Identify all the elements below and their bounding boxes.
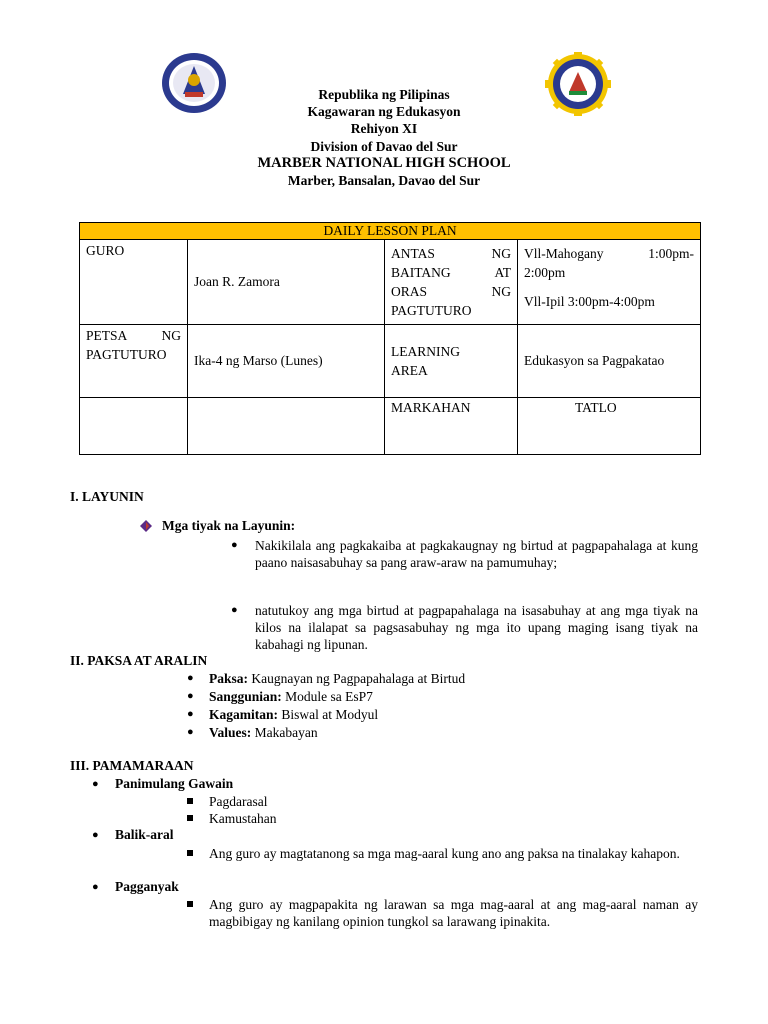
- bullet-dot-icon: ●: [187, 726, 194, 738]
- square-bullet-icon: [187, 798, 193, 804]
- header-line-republic: Republika ng Pilipinas: [318, 87, 450, 102]
- header-line-region: Rehiyon XI: [350, 121, 418, 137]
- bullet-dot-icon: ●: [231, 539, 238, 551]
- objective-item-2: natutukoy ang mga birtud at pagpapahalaga na isasabuhay at ang mga tiyak na kilos na ilalapat sa pagsasabuhay ng mga ito upang maging isang tiyak na kabahagi ng lipunan.: [255, 603, 698, 652]
- quarter-label: MARKAHAN: [385, 398, 518, 455]
- bullet-dot-icon: ●: [92, 778, 99, 790]
- prayer-item: Pagdarasal: [209, 794, 268, 809]
- bullet-dot-icon: ●: [187, 690, 194, 702]
- bullet-dot-icon: ●: [187, 672, 194, 684]
- empty-cell-1: [80, 398, 188, 455]
- learning-area-value: Edukasyon sa Pagpakatao: [518, 325, 701, 398]
- square-bullet-icon: [187, 901, 193, 907]
- bullet-dot-icon: ●: [187, 708, 194, 720]
- materials-item: Kagamitan: Biswal at Modyul: [209, 707, 379, 722]
- motivation-title: Pagganyak: [115, 879, 179, 894]
- teacher-name: Joan R. Zamora: [188, 240, 385, 325]
- grade-time-label: ANTAS NG BAITANG AT ORAS NG PAGTUTURO: [385, 240, 518, 325]
- bullet-dot-icon: ●: [92, 829, 99, 841]
- bullet-dot-icon: ●: [231, 604, 238, 616]
- header-line-address: Marber, Bansalan, Davao del Sur: [287, 173, 481, 189]
- schedule-cell: Vll-Mahogany 1:00pm- 2:00pm Vll-Ipil 3:00pm-4:00pm: [518, 240, 701, 325]
- greeting-item: Kamustahan: [209, 811, 277, 826]
- topic-item: Paksa: Kaugnayan ng Pagpapahalaga at Birtud: [209, 671, 466, 686]
- quarter-value: TATLO: [518, 398, 701, 455]
- square-bullet-icon: [187, 850, 193, 856]
- lesson-plan-table: [79, 222, 701, 455]
- intro-activity-title: Panimulang Gawain: [115, 776, 234, 791]
- objectives-subtitle: Mga tiyak na Layunin:: [162, 518, 296, 533]
- lesson-date: Ika-4 ng Marso (Lunes): [188, 325, 385, 398]
- review-text: Ang guro ay magtatanong sa mga mag-aaral kung ano ang paksa na tinalakay kahapon.: [209, 846, 680, 861]
- learning-area-label: LEARNING AREA: [385, 325, 518, 398]
- header-line-department: Kagawaran ng Edukasyon: [307, 104, 461, 120]
- date-label: PETSA NG PAGTUTURO: [80, 325, 188, 398]
- header-line-division: Division of Davao del Sur: [310, 138, 458, 154]
- school-header: [0, 86, 768, 189]
- header-line-school: MARBER NATIONAL HIGH SCHOOL: [257, 154, 511, 171]
- section-1-title: I. LAYUNIN: [70, 489, 144, 504]
- guro-label: GURO: [80, 240, 188, 325]
- square-bullet-icon: [187, 815, 193, 821]
- empty-cell-2: [188, 398, 385, 455]
- section-3-title: III. PAMAMARAAN: [70, 758, 194, 773]
- reference-item: Sanggunian: Module sa EsP7: [209, 689, 373, 704]
- review-title: Balik-aral: [115, 827, 174, 842]
- diamond-arrow-icon: [140, 520, 152, 532]
- bullet-dot-icon: ●: [92, 881, 99, 893]
- section-2-title: II. PAKSA AT ARALIN: [70, 653, 208, 668]
- values-item: Values: Makabayan: [209, 725, 318, 740]
- objective-item-1: Nakikilala ang pagkakaiba at pagkakaugnay ng birtud at pagpapahalaga at kung paano naisasabuhay sa pang araw-araw na pamumuhay;: [255, 538, 698, 570]
- motivation-text: Ang guro ay magpapakita ng larawan sa mga mag-aaral at ang mag-aaral naman ay magbibigay ng kanilang opinion tungkol sa larawang ipinakita.: [209, 897, 698, 929]
- table-caption: DAILY LESSON PLAN: [80, 223, 701, 240]
